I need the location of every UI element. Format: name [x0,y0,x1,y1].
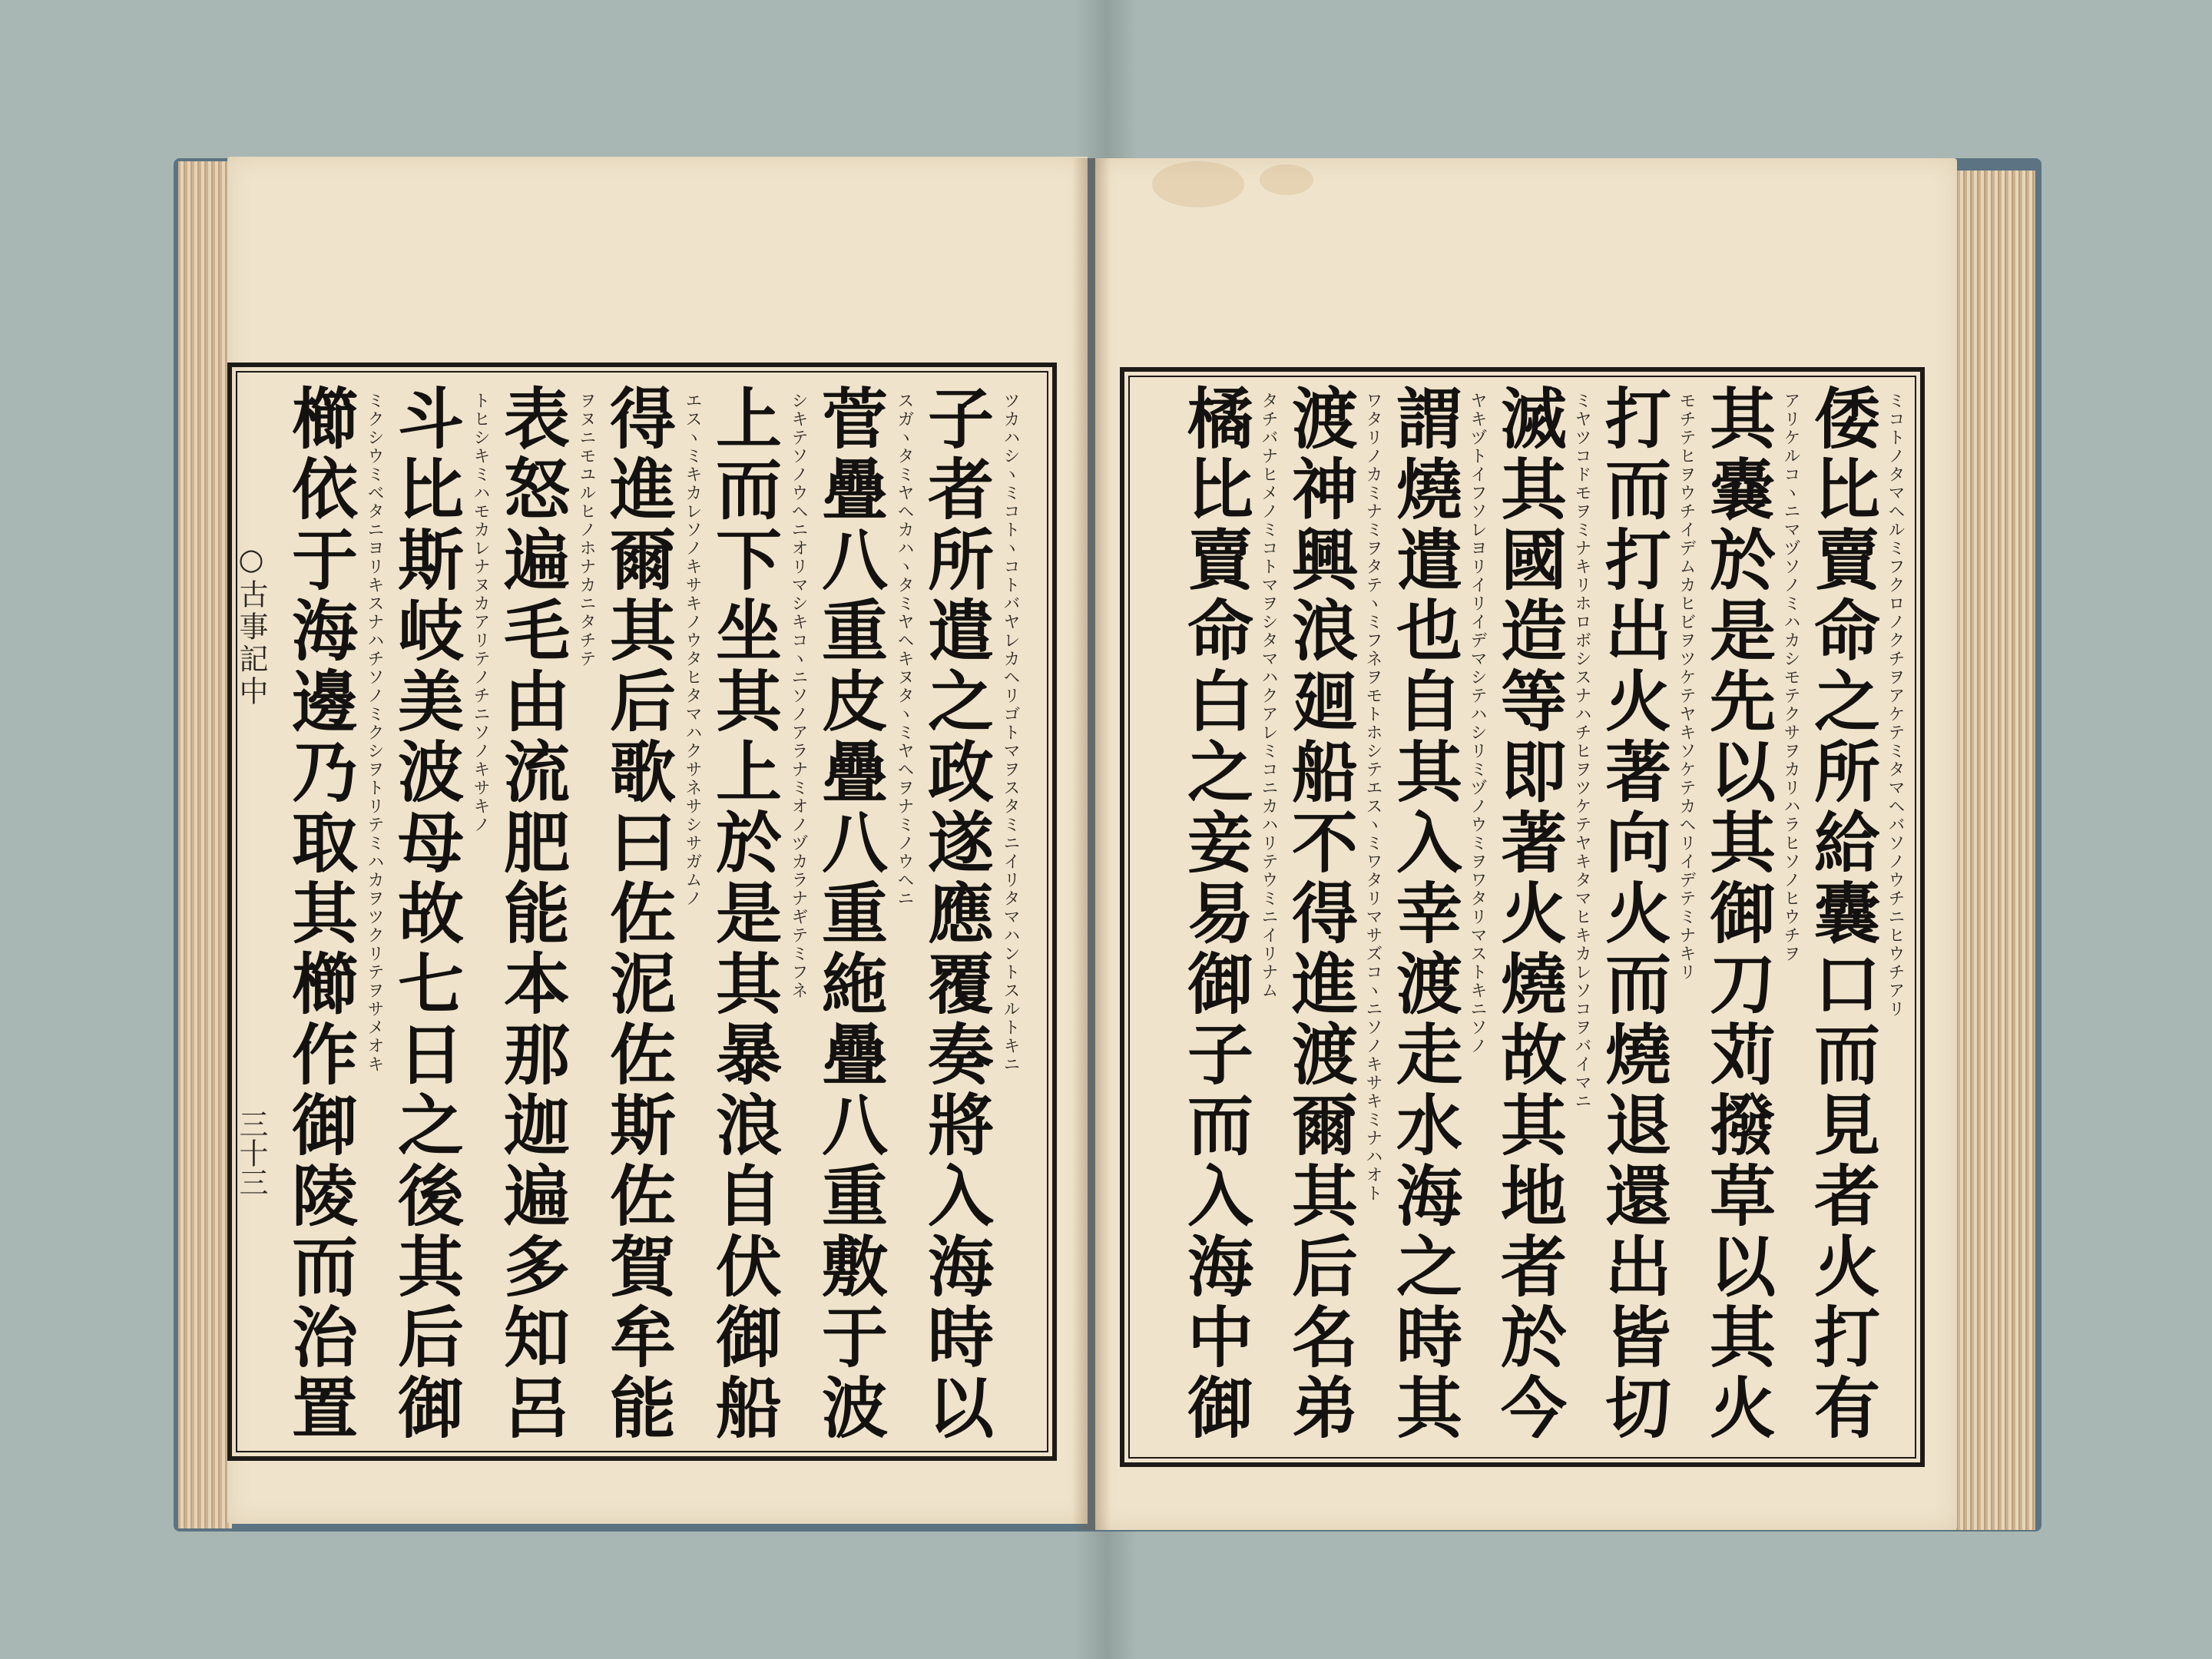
text-column: 倭比賣命之所給囊口而見者火打有 [1803,384,1880,1444]
text-column: 斗比斯岐美波母故七日之後其后御 [386,384,464,1444]
running-title: ○古事記中 [234,542,268,708]
ruby-column: ヲヌニモユルヒノホナカニタチテ [577,392,596,668]
right-page-edges [1951,171,2035,1530]
text-column: 打而打出火著向火而燒退還出皆切 [1594,384,1671,1444]
text-column: 滅其國造等即著火燒故其地者於今 [1489,384,1567,1444]
ruby-column: ワタリノカミナミヲタテヽミフネヲモトホシテエスヽミワタリマサズコヽニソノキサキミナハオト [1363,392,1382,1203]
ruby-column: エスヽミキカレソノキサキノウタヒタマハクサネサシサガムノ [683,392,702,908]
ruby-column: ヤキヅトイフソレヨリイリイデマシテハシリミヅノウミヲワタリマストキニソノ [1468,392,1487,1055]
text-column: 子者所遣之政遂應覆奏將入海時以 [916,384,994,1444]
ruby-column: ツカハシヽミコトヽコトバヤレカヘリゴトマヲスタミニイリタマハントスルトキニ [1001,392,1020,1074]
text-column: 菅疊八重皮疊八重絁疊八重敷于波 [810,384,888,1444]
text-column: 上而下坐其上於是其暴浪自伏御船 [704,384,782,1444]
ruby-column: ミコトノタマヘルミフクロノクチヲアケテミタマヘバソノウチニヒウチアリ [1886,392,1905,1018]
left-page-edges [178,161,232,1528]
ruby-column: ミヤツコドモヲミナキリホロボシスナハチヒヲツケテヤキタマヒキカレソコヲバイマニ [1572,392,1591,1111]
text-column: 橘比賣命白之妾易御子而入海中御 [1176,384,1253,1444]
text-column: 得進爾其后歌曰佐泥佐斯佐賀牟能 [598,384,676,1444]
ruby-column: タチバナヒメノミコトマヲシタマハクアレミコニカハリテウミニイリナム [1259,392,1278,1000]
ruby-column: モチテヒヲウチイデムカヒビヲツケテヤキソケテカヘリイデテミナキリ [1677,392,1696,982]
ruby-column: スガヽタミヤヘカハヽタミヤヘキヌタヽミヤヘヲナミノウヘニ [895,392,914,908]
paper-stain [1260,164,1313,195]
text-column: 渡神興浪廻船不得進渡爾其后名弟 [1280,384,1358,1444]
page-number: 三十三 [234,1109,268,1197]
text-column: 謂燒遣也自其入幸渡走水海之時其 [1385,384,1462,1444]
text-column: 其嚢於是先以其御刀苅撥草以其火 [1698,384,1776,1444]
book-gutter [1072,158,1111,1530]
paper-stain [1152,161,1244,207]
ruby-column: アリケルコヽニマヅソノミハカシモテクサヲカリハラヒソノヒウチヲ [1781,392,1800,963]
ruby-column: ミクシウミベタニヨリキスナハチソノミクシヲトリテミハカヲツクリテヲサメオキ [365,392,384,1074]
text-column: 表怒遍毛由流肥能本那迦遍多知呂 [492,384,570,1444]
ruby-column: トヒシキミハモカレナヌカアリテノチニソノキサキノ [471,392,490,834]
text-column: 櫛依于海邊乃取其櫛作御陵而治置 [280,384,358,1444]
ruby-column: シキテソノウヘニオリマシキコヽニソノアラナミオノヅカラナギテミフネ [789,392,808,1000]
